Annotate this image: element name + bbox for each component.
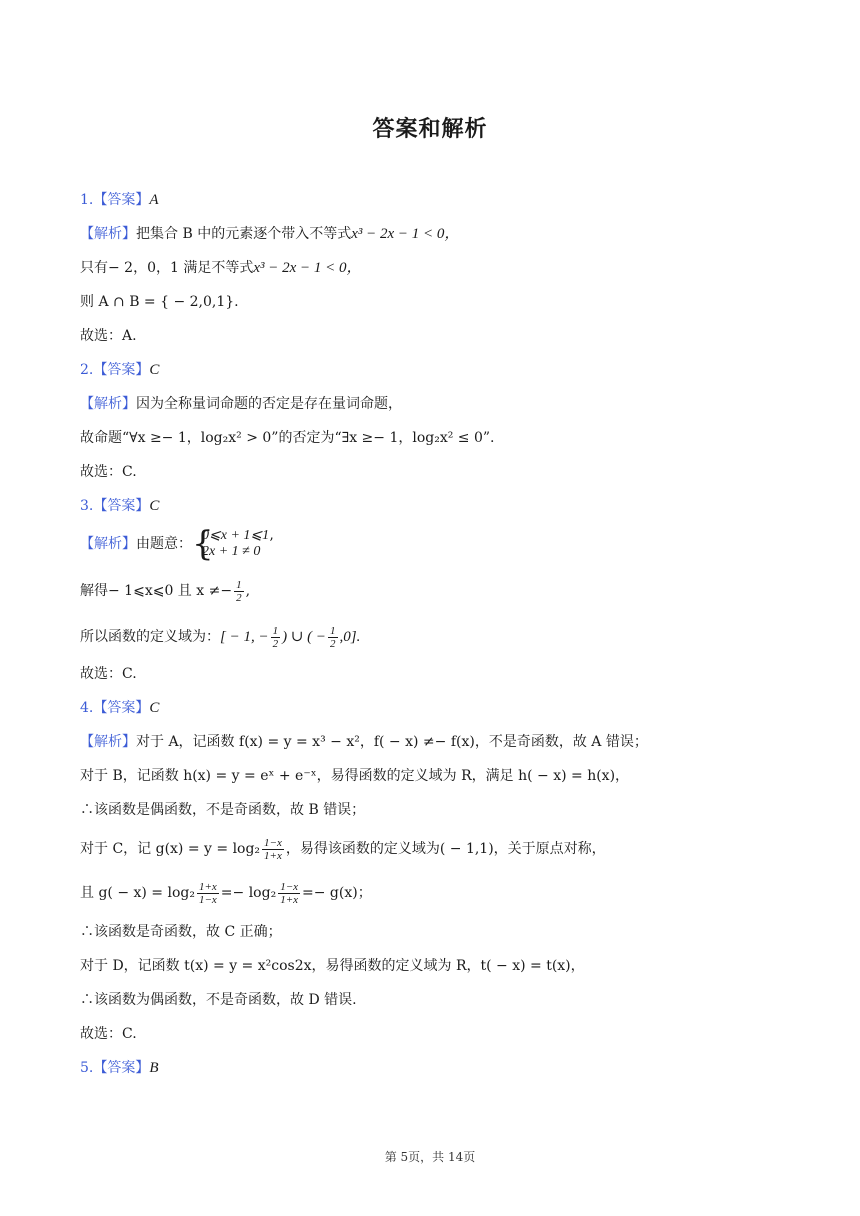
q5-answer: B (149, 1060, 159, 1076)
q1-line2-text: 只有− 2，0，1 满足不等式 (80, 260, 254, 276)
q1-number: 1. (80, 192, 94, 208)
page-footer: 第 5页，共 14页 (384, 1150, 476, 1164)
q4-number: 4. (80, 700, 94, 716)
q4-c-text-a: 对于 C，记 g(x) = y = log₂ (80, 841, 261, 857)
q4-analysis-line4 (80, 834, 780, 864)
q4-analysis-tag: 【解析】 (80, 734, 136, 750)
q3-analysis-line1 (80, 526, 780, 562)
q3-fraction-half: $\frac{1}{2}$ (236, 578, 242, 604)
q2-answer: C (149, 362, 160, 378)
q3-comma: ’ (269, 536, 274, 552)
q3-analysis-line3 (80, 622, 780, 652)
q4-analysis-text: 对于 A，记函数 f(x) = y = x³ − x²，f( − x) ≠− f(x)，不是奇函数，故 A 错误； (136, 734, 648, 750)
q2-analysis-line1 (80, 394, 780, 414)
q4-analysis-line6: ∴该函数是奇函数，故 C 正确； (80, 924, 282, 940)
q1-analysis-tag: 【解析】 (80, 226, 136, 242)
q4-analysis-line5 (80, 878, 780, 908)
q5-answer-line (80, 1058, 780, 1078)
q2-analysis-line2: 故命题“∀x ≥− 1，log₂x² > 0”的否定为“∃x ≥− 1，log₂x² ≤ 0”. (80, 430, 495, 446)
q1-line2-math: x³ − 2x − 1 < 0， (253, 260, 362, 276)
q3-answer-line (80, 496, 780, 516)
q3-analysis-text: 由题意： (136, 536, 192, 552)
q3-system-row2: 2x + 1 ≠ 0 (202, 544, 261, 559)
q3-answer-tag: 【答案】 (93, 498, 150, 514)
q4-analysis-line7: 对于 D，记函数 t(x) = y = x²cos2x，易得函数的定义域为 R，t( − x) = t(x)， (80, 958, 585, 974)
q1-analysis-text: 把集合 B 中的元素逐个带入不等式 (136, 226, 352, 242)
q4-choice: 故选：C. (80, 1026, 137, 1042)
q3-system-row1: 0⩽x + 1⩽1 (202, 528, 270, 543)
q1-inequality: x³ − 2x − 1 < 0， (351, 226, 460, 242)
q1-analysis-line1 (80, 224, 780, 244)
q1-choice: 故选：A. (80, 328, 137, 344)
page-title: 答案和解析 (372, 117, 488, 142)
q3-analysis-line2: 解得− 1⩽x⩽0 且 x ≠− $\frac{1}{2}$ , (80, 578, 251, 604)
q3-domain-text: 所以函数的定义域为： (80, 629, 220, 645)
q4-analysis-line8: ∴该函数为偶函数，不是奇函数，故 D 错误. (80, 992, 357, 1008)
q4-g-text-c: =− g(x)； (302, 885, 372, 901)
q2-choice: 故选：C. (80, 464, 137, 480)
q4-analysis-line1 (80, 732, 780, 752)
q4-g-fraction1: $\frac{1+x}{1-x}$ (198, 880, 217, 906)
q4-c-text-b: ，易得该函数的定义域为( − 1,1)，关于原点对称， (285, 841, 606, 857)
q3-equation-system (192, 524, 270, 564)
q1-analysis-line3: 则 A ∩ B = { − 2,0,1}. (80, 294, 239, 310)
q4-answer-line (80, 698, 780, 718)
q3-answer: C (149, 498, 160, 514)
q4-analysis-line3: ∴该函数是偶函数，不是奇函数，故 B 错误； (80, 802, 366, 818)
q1-answer-line (80, 190, 780, 210)
q2-analysis-tag: 【解析】 (80, 396, 136, 412)
q3-analysis-tag: 【解析】 (80, 536, 136, 552)
brace-icon: { (192, 524, 214, 564)
q4-answer-tag: 【答案】 (93, 700, 150, 716)
q3-domain-b: ) ∪ ( − (282, 629, 327, 645)
q5-answer-tag: 【答案】 (93, 1060, 150, 1076)
q5-number: 5. (80, 1060, 94, 1076)
q3-fraction-1: $\frac{1}{2}$ (272, 624, 279, 650)
q3-fraction-2: $\frac{1}{2}$ (330, 624, 336, 650)
q4-g-text-a: 且 g( − x) = log₂ (80, 885, 195, 901)
q1-analysis-line2 (80, 258, 780, 278)
q3-number: 3. (80, 498, 94, 514)
q3-domain-c: ,0]. (339, 629, 361, 645)
q3-domain-a: [ − 1, − (220, 629, 269, 645)
q1-answer: A (149, 192, 159, 208)
q4-g-fraction2: $\frac{1-x}{1+x}$ (280, 880, 299, 906)
q3-solution-text: 解得− 1⩽x⩽0 且 x ≠− (80, 583, 233, 599)
q2-answer-line (80, 360, 780, 380)
q2-number: 2. (80, 362, 94, 378)
q4-analysis-line2: 对于 B，记函数 h(x) = y = eˣ + e⁻ˣ，易得函数的定义域为 R，满足 h( − x) = h(x)， (80, 768, 630, 784)
q4-g-text-b: =− log₂ (220, 885, 277, 901)
q4-answer: C (149, 700, 160, 716)
q2-analysis-text: 因为全称量词命题的否定是存在量词命题， (136, 396, 402, 412)
q4-c-fraction: $\frac{1-x}{1+x}$ (264, 836, 282, 862)
q3-choice: 故选：C. (80, 666, 137, 682)
q2-answer-tag: 【答案】 (93, 362, 150, 378)
q1-answer-tag: 【答案】 (93, 192, 150, 208)
